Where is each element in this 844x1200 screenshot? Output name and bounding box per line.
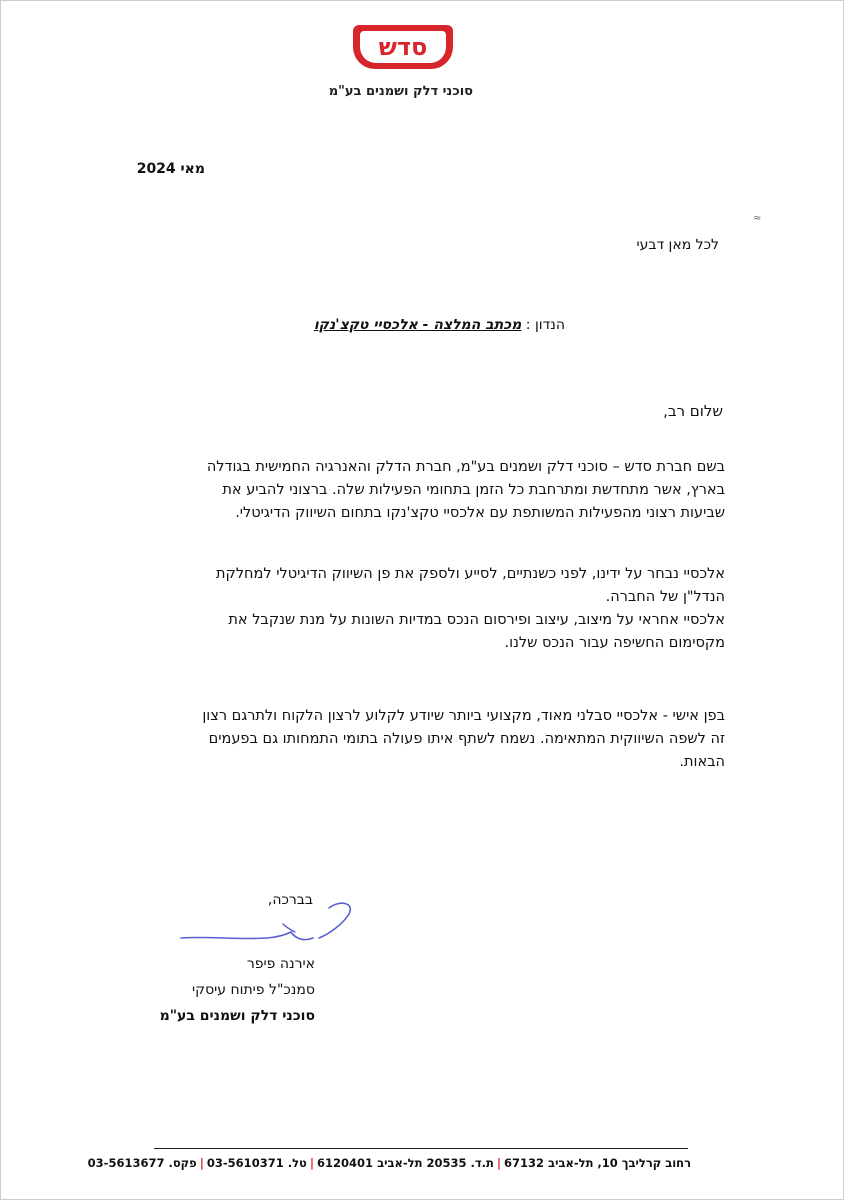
paragraph-line: מקסימום החשיפה עבור הנכס שלנו. [504, 635, 725, 651]
paragraph-line: בארץ, אשר מתחדשת ומתרחבת כל הזמן בתחומי הפעילות שלה. ברצוני להביע את [222, 482, 725, 498]
paragraph-2 [125, 563, 725, 655]
logo-inner-shape [360, 31, 446, 63]
corner-mark: ≈ [753, 213, 762, 224]
subject-line [314, 317, 565, 333]
signer-title: סמנכ"ל פיתוח עיסקי [192, 982, 315, 998]
paragraph-line: בשם חברת סדש – סוכני דלק ושמנים בע"מ, חברת הדלק והאנרגיה החמישית בגודלה [206, 459, 725, 475]
letterhead-company-line: סוכני דלק ושמנים בע"מ [328, 84, 473, 99]
logo-text: סדש [378, 33, 428, 61]
footer-fax: פקס. 03-5613677 [87, 1156, 197, 1170]
paragraph-line: בפן אישי - אלכסיי סבלני מאוד, מקצועי ביותר שיודע לקלוע לרצון הלקוח ולתרגם רצון [202, 708, 725, 724]
letter-date: מאי 2024 [136, 161, 205, 177]
closing: בברכה, [267, 892, 313, 908]
paragraph-line: הבאות. [679, 754, 725, 770]
paragraph-line: הנדל"ן של החברה. [605, 589, 725, 605]
paragraph-3 [115, 705, 725, 774]
footer-separator: | [309, 1156, 315, 1170]
footer-separator: | [199, 1156, 204, 1170]
paragraph-line: שביעות רצוני מהפעילות המשותפת עם אלכסיי טקצ'נקו בתחום השיווק הדיגיטלי. [235, 505, 725, 521]
paragraph-1 [125, 456, 725, 525]
subject-label: הנדון : [525, 317, 565, 333]
company-logo [353, 25, 453, 69]
footer-po-box: ת.ד. 20535 תל-אביב 6120401 [317, 1156, 494, 1170]
signer-block [160, 951, 315, 1029]
footer-phone: טל. 03-5610371 [206, 1156, 307, 1170]
paragraph-line: אלכסיי נבחר על ידינו, לפני כשנתיים, לסייע ולספק את פן השיווק הדיגיטלי למחלקת [216, 566, 725, 582]
footer-contact [88, 1156, 691, 1170]
paragraph-line: זה לשפה השיווקית המתאימה. נשמח לשתף איתו פעולה בתומי התמחותו גם בפעמים [208, 731, 725, 747]
signer-name: אירנה פיפר [246, 956, 315, 972]
subject-text: מכתב המלצה - אלכסיי טקצ'נקו [313, 317, 522, 333]
signer-company: סוכני דלק ושמנים בע"מ [159, 1008, 315, 1024]
footer-address: רחוב קרליבך 10, תל-אביב 67132 [504, 1156, 691, 1170]
greeting: שלום רב, [663, 402, 723, 420]
paragraph-line: אלכסיי אחראי על מיצוב, עיצוב ופירסום הנכס במדיות השונות על מנת שנקבל את [228, 612, 725, 628]
footer-separator: | [496, 1156, 502, 1170]
recipient-line: לכל מאן דבעי [636, 237, 719, 253]
handwritten-signature [179, 894, 359, 950]
footer-divider [154, 1148, 688, 1149]
